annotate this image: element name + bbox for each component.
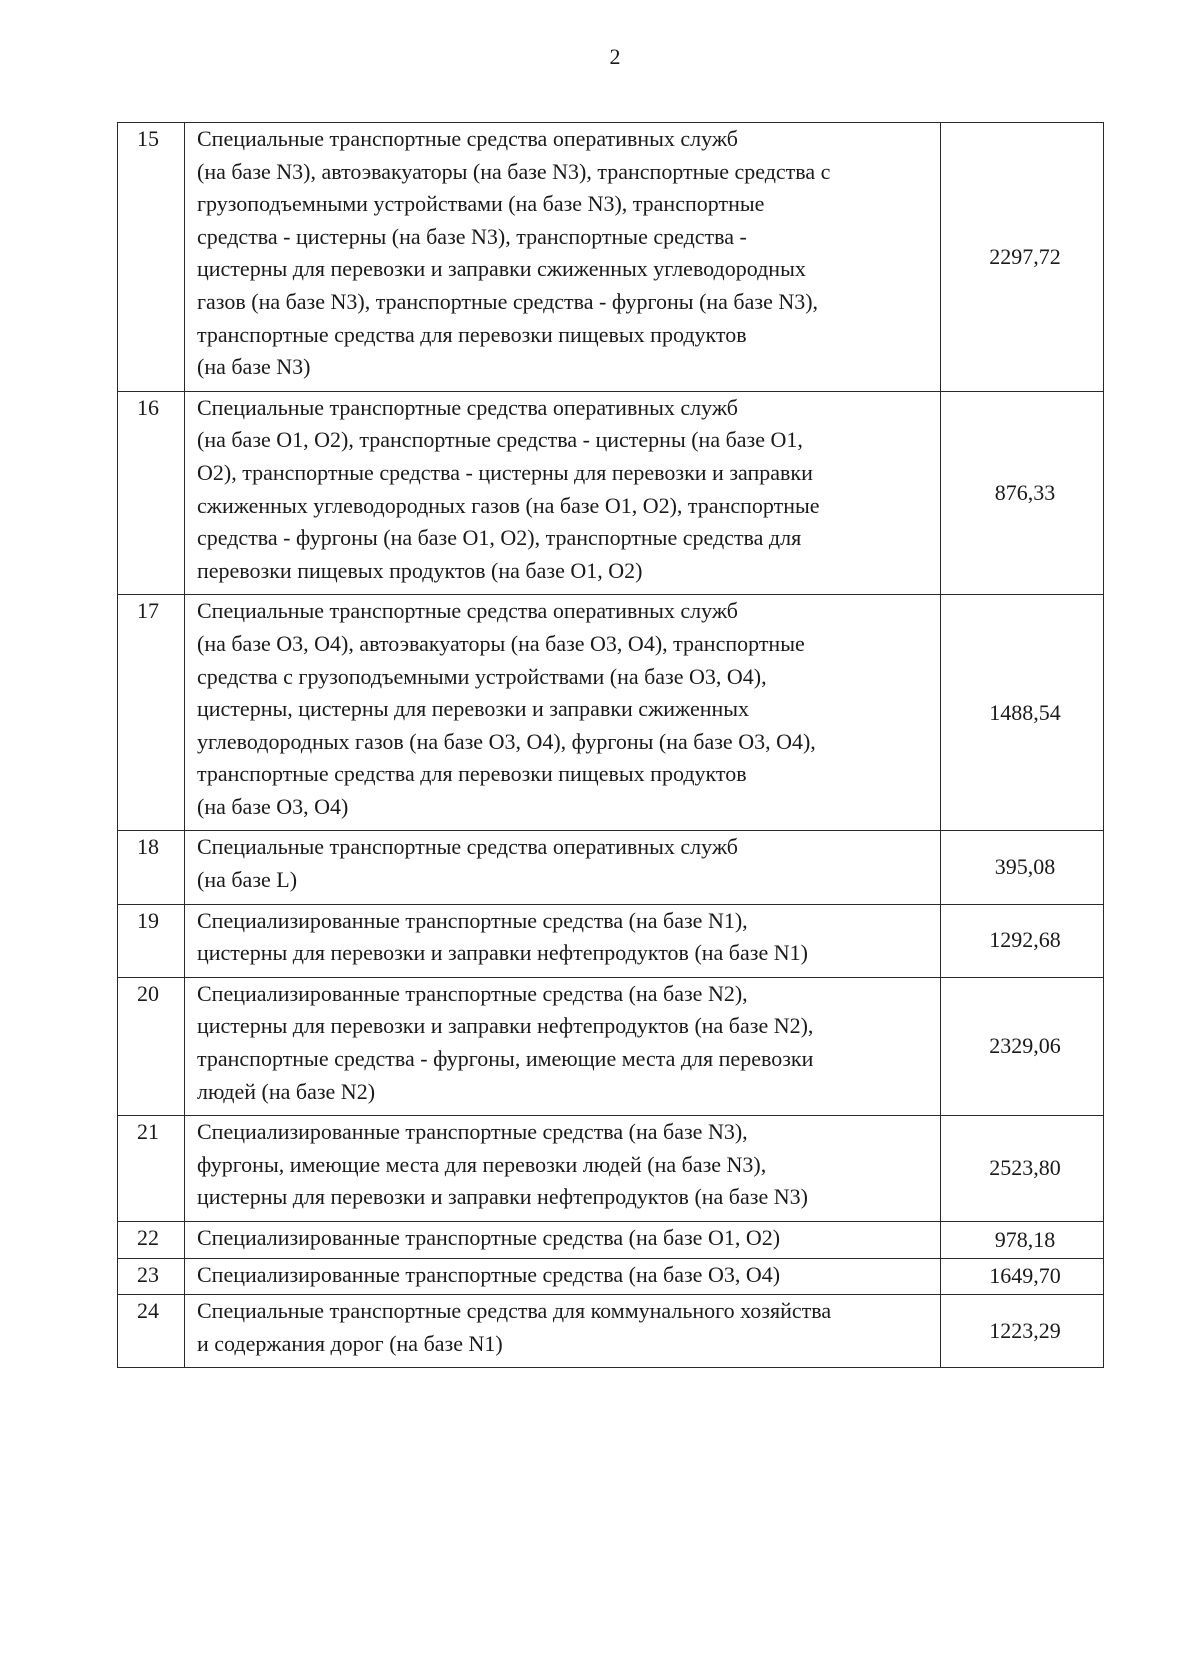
description-line: Специальные транспортные средства оперативных служб: [197, 598, 738, 624]
row-number: 24: [118, 1295, 185, 1368]
row-value: 1488,54: [941, 595, 1104, 831]
table-row: [118, 1258, 1104, 1295]
description-line: транспортные средства для перевозки пищевых продуктов: [197, 761, 747, 787]
table-row: [118, 977, 1104, 1115]
description-line: людей (на базе N2): [197, 1078, 376, 1104]
description-line: цистерны, цистерны для перевозки и заправки сжиженных: [197, 696, 750, 722]
description-line: средства - фургоны (на базе O1, O2), транспортные средства для: [197, 525, 802, 551]
vehicle-category-description: [185, 1222, 941, 1259]
row-number: 17: [118, 595, 185, 831]
vehicle-category-description: [185, 1116, 941, 1222]
description-line: сжиженных углеводородных газов (на базе O1, O2), транспортные: [197, 492, 820, 518]
row-number: 15: [118, 123, 185, 392]
row-value: 2329,06: [941, 977, 1104, 1115]
description-line: (на базе L): [197, 867, 298, 893]
description-line: Специальные транспортные средства оперативных служб: [197, 394, 738, 420]
tariff-table: [117, 122, 1104, 1368]
row-number: 18: [118, 831, 185, 904]
description-line: Специальные транспортные средства оперативных служб: [197, 834, 738, 860]
table-row: [118, 904, 1104, 977]
table-row: [118, 1222, 1104, 1259]
vehicle-category-description: [185, 1258, 941, 1295]
row-number: 20: [118, 977, 185, 1115]
description-line: (на базе O1, O2), транспортные средства - цистерны (на базе O1,: [197, 427, 803, 453]
description-line: Специальные транспортные средства для коммунального хозяйства: [197, 1298, 832, 1324]
row-value: 1292,68: [941, 904, 1104, 977]
row-number: 22: [118, 1222, 185, 1259]
description-line: цистерны для перевозки и заправки нефтепродуктов (на базе N1): [197, 940, 808, 966]
description-line: Специальные транспортные средства оперативных служб: [197, 126, 738, 151]
row-value: 876,33: [941, 391, 1104, 595]
row-value: 2523,80: [941, 1116, 1104, 1222]
vehicle-category-description: [185, 977, 941, 1115]
description-line: средства с грузоподъемными устройствами (на базе O3, O4),: [197, 663, 767, 689]
description-line: цистерны для перевозки и заправки сжиженных углеводородных: [197, 256, 806, 282]
description-line: средства - цистерны (на базе N3), транспортные средства -: [197, 223, 747, 249]
description-line: (на базе O3, O4), автоэвакуаторы (на базе O3, O4), транспортные: [197, 630, 805, 656]
row-value: 1649,70: [941, 1258, 1104, 1295]
row-number: 19: [118, 904, 185, 977]
table-row: [118, 1116, 1104, 1222]
vehicle-category-description: [185, 391, 941, 595]
description-line: транспортные средства - фургоны, имеющие места для перевозки: [197, 1046, 814, 1072]
description-line: перевозки пищевых продуктов (на базе O1, O2): [197, 557, 643, 583]
description-line: Специализированные транспортные средства (на базе N2),: [197, 980, 748, 1006]
table-row: [118, 123, 1104, 392]
description-line: и содержания дорог (на базе N1): [197, 1330, 503, 1356]
vehicle-category-description: [185, 123, 941, 392]
table-body: [118, 123, 1104, 1368]
description-line: (на базе N3): [197, 354, 311, 380]
row-value: 2297,72: [941, 123, 1104, 392]
description-line: цистерны для перевозки и заправки нефтепродуктов (на базе N2),: [197, 1013, 814, 1039]
table-row: [118, 831, 1104, 904]
description-line: Специализированные транспортные средства (на базе N1),: [197, 907, 748, 933]
row-value: 1223,29: [941, 1295, 1104, 1368]
description-line: углеводородных газов (на базе O3, O4), фургоны (на базе O3, O4),: [197, 728, 816, 754]
vehicle-category-description: [185, 1295, 941, 1368]
description-line: грузоподъемными устройствами (на базе N3), транспортные: [197, 191, 765, 217]
table-row: [118, 595, 1104, 831]
description-line: транспортные средства для перевозки пищевых продуктов: [197, 321, 747, 347]
description-line: Специализированные транспортные средства (на базе N3),: [197, 1119, 748, 1145]
description-line: газов (на базе N3), транспортные средства - фургоны (на базе N3),: [197, 288, 819, 314]
table-row: [118, 391, 1104, 595]
row-number: 16: [118, 391, 185, 595]
row-number: 23: [118, 1258, 185, 1295]
description-line: (на базе O3, O4): [197, 793, 349, 819]
description-line: фургоны, имеющие места для перевозки людей (на базе N3),: [197, 1151, 767, 1177]
description-line: цистерны для перевозки и заправки нефтепродуктов (на базе N3): [197, 1184, 808, 1210]
row-value: 978,18: [941, 1222, 1104, 1259]
description-line: (на базе N3), автоэвакуаторы (на базе N3), транспортные средства с: [197, 158, 831, 184]
row-number: 21: [118, 1116, 185, 1222]
description-line: Специализированные транспортные средства (на базе O3, O4): [197, 1261, 781, 1287]
vehicle-category-description: [185, 595, 941, 831]
row-value: 395,08: [941, 831, 1104, 904]
table-row: [118, 1295, 1104, 1368]
vehicle-category-description: [185, 831, 941, 904]
description-line: Специализированные транспортные средства (на базе O1, O2): [197, 1225, 781, 1250]
description-line: O2), транспортные средства - цистерны для перевозки и заправки: [197, 459, 813, 485]
vehicle-category-description: [185, 904, 941, 977]
page-number: 2: [609, 44, 621, 69]
